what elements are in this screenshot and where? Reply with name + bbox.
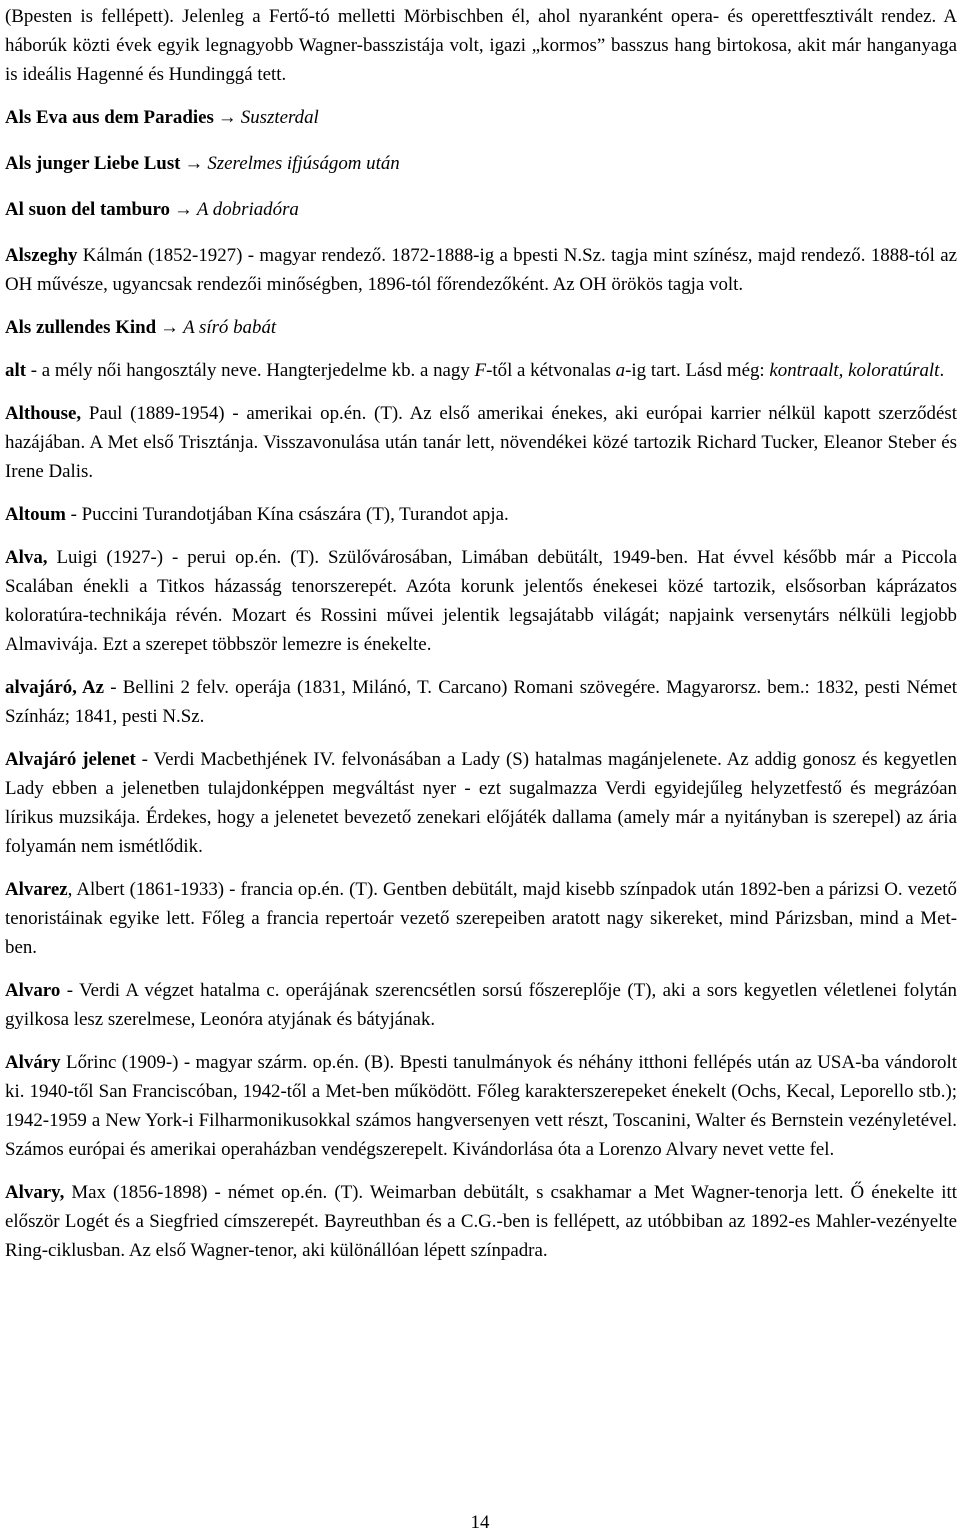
redirect-entry [5,103,957,132]
entry-term: Als Eva aus dem Paradies [5,107,214,128]
redirect-entry [5,313,957,342]
entry-alvarez [5,875,957,962]
page-number: 14 [470,1512,490,1533]
entry-alva [5,543,957,659]
entry-text: - Verdi Macbethjének IV. felvonásában a Lady (S) hatalmas magánjelenete. Az addig gonosz és kegyetlen Lady ebben a jelenetben tulajdonképpen megváltást nyer - ezt sugalmazza Verdi egyidejűleg helyzetfestő és megrázóan lírikus muzsikája. Érdekes, hogy a jelenetet bevezető zenekari előjáték dallama (amely már a nyitányban is szerepel) az ária folyamán nem ismétlődik. [5,749,957,857]
entry-term: alvajáró, Az [5,677,105,698]
entry-text: Lőrinc (1909-) - magyar szárm. op.én. (B). Bpesti tanulmányok és néhány itthoni fellépés után az USA-ba vándorolt ki. 1940-től San Franciscóban, 1942-től a Met-ben működött. Főleg karakterszerepeket énekelt (Ochs, Kecal, Leporello stb.); 1942-1959 a New York-i Filharmonikusokkal számos hangversenyen vett részt, Toscanini, Walter és Bernstein vezényletével. Számos európai és amerikai operaházban vendégszerepelt. Kivándorlása óta a Lorenzo Alvary nevet vette fel. [5,1052,957,1160]
redirect-target: A dobriadóra [196,199,299,220]
entry-alvary-max [5,1178,957,1265]
entry-alt [5,356,957,385]
arrow-icon: → [184,153,204,174]
entry-term: Alva, [5,547,48,568]
entry-term: Alvary, [5,1182,65,1203]
entry-term: Alvaro [5,980,61,1001]
redirect-target: A síró babát [183,317,277,338]
entry-text: -től a kétvonalas [486,360,611,381]
redirect-entry [5,195,957,224]
entry-term: Al suon del tamburo [5,199,170,220]
entry-term: Althouse, [5,403,82,424]
entry-alszeghy [5,241,957,299]
entry-text: Luigi (1927-) - perui op.én. (T). Szülővárosában, Limában debütált, 1949-ben. Hat évvel később már a Piccola Scalában énekli a Titkos házasság tenorszerepét. Azóta korunk jelentős énekesei közé tartozik, elsősorban káprázatos koloratúra-technikája révén. Mozart és Rossini művei jelentik legsajátabb világát; napjaink versenytárs nélküli legjobb Almavivája. Ezt a szerepet többször lemezre is énekelte. [5,547,957,655]
entry-text: Kálmán (1852-1927) - magyar rendező. 1872-1888-ig a bpesti N.Sz. tagja mint színész, majd rendező. 1888-tól az OH művésze, ugyancsak rendezői minőségben, 1896-tól főrendezőként. Az OH örökös tagja volt. [5,245,957,295]
entry-text: - Puccini Turandotjában Kína császára (T), Turandot apja. [70,504,509,525]
intro-paragraph: (Bpesten is fellépett). Jelenleg a Fertő-tó melletti Mörbischben él, ahol nyaranként opera- és operettfesztivált rendez. A háborúk közti évek egyik legnagyobb Wagner-basszistája volt, igazi „kormos” basszus hang birtokosa, akit már hanganyaga is ideális Hagenné és Hundinggá tett. [5,6,957,85]
entry-alvajaro-jelenet [5,745,957,861]
redirect-target: Szerelmes ifjúságom után [207,153,400,174]
note-name: a [615,360,626,381]
document-page [5,2,957,1265]
entry-text: - a mély női hangosztály neve. Hangterjedelme kb. a nagy [30,360,470,381]
entry-term: Alszeghy [5,245,78,266]
note-name: F [474,360,487,381]
entry-term: Alvajáró jelenet [5,749,136,770]
entry-term: Altoum [5,504,66,525]
arrow-icon: → [160,317,180,338]
entry-alvajaro [5,673,957,731]
arrow-icon: → [217,107,237,128]
entry-text: Paul (1889-1954) - amerikai op.én. (T). Az első amerikai énekes, aki európai karrier nélkül kapott szerződést hazájában. A Met első Trisztánja. Visszavonulása után tanár lett, növendékei közé tartozik Richard Tucker, Eleanor Steber és Irene Dalis. [5,403,957,482]
entry-text: , Albert (1861-1933) - francia op.én. (T). Gentben debütált, majd kisebb színpadok után 1892-ben a párizsi O. vezető tenoristáinak egyike lett. Főleg a francia repertoár vezető szerepeiben aratott nagy sikereket, mind Párizsban, mind a Met-ben. [5,879,957,958]
see-also: kontraalt, koloratúralt [769,360,940,381]
entry-term: Als zullendes Kind [5,317,157,338]
entry-alvaro [5,976,957,1034]
entry-alvary-lorinc [5,1048,957,1164]
entry-term: alt [5,360,26,381]
entry-term: Alvarez [5,879,68,900]
entry-text: -ig tart. Lásd még: [625,360,765,381]
redirect-target: Suszterdal [240,107,319,128]
redirect-entry [5,149,957,178]
entry-text: Max (1856-1898) - német op.én. (T). Weimarban debütált, s csakhamar a Met Wagner-tenorja lett. Ő énekelte itt először Logét és a Siegfried címszerepét. Bayreuthban és a C.G.-ben is fellépett, az utóbbiban az 1892-es Mahler-vezényelte Ring-ciklusban. Az első Wagner-tenor, aki különállóan lépett színpadra. [5,1182,957,1261]
entry-text: . [939,360,945,381]
entry-text: - Verdi A végzet hatalma c. operájának szerencsétlen sorsú főszereplője (T), aki a sors kegyetlen véletlenei folytán gyilkosa lesz szerelmese, Leonóra atyjának és bátyjának. [5,980,957,1030]
entry-text: - Bellini 2 felv. operája (1831, Milánó, T. Carcano) Romani szövegére. Magyarorsz. bem.: 1832, pesti Német Színház; 1841, pesti N.Sz. [5,677,957,727]
arrow-icon: → [173,199,193,220]
entry-althouse [5,399,957,486]
entry-altoum [5,500,957,529]
entry-term: Als junger Liebe Lust [5,153,181,174]
entry-term: Alváry [5,1052,61,1073]
